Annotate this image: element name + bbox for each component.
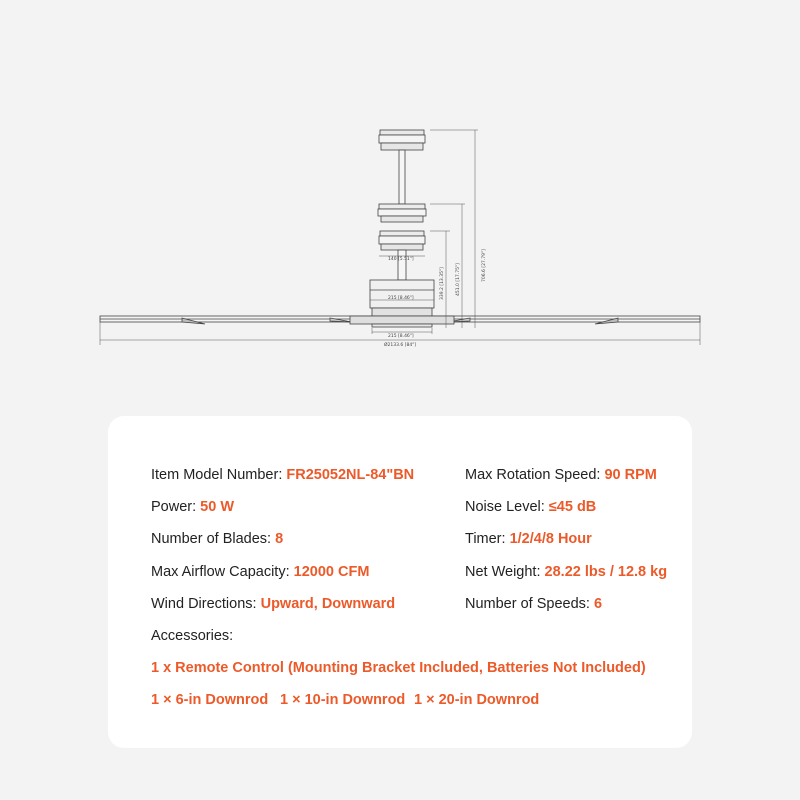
spec-timer <box>465 530 592 548</box>
spec-noise-level <box>465 498 596 516</box>
spec-wind-directions <box>151 595 395 613</box>
spec-label: Wind Directions: <box>151 596 261 612</box>
spec-rotation-speed <box>465 466 657 484</box>
spec-value: 50 W <box>200 499 235 515</box>
spec-value: 8 <box>275 531 284 547</box>
spec-value: FR25052NL-84"BN <box>286 467 415 483</box>
dim-base-width: 215 [8.46"] <box>388 334 414 339</box>
spec-value: Upward, Downward <box>260 596 396 612</box>
spec-power <box>151 498 234 516</box>
spec-label: Max Airflow Capacity: <box>151 564 294 580</box>
accessories-heading: Accessories: <box>151 628 234 644</box>
dim-motor-height: 339.2 [13.35"] <box>440 267 445 300</box>
accessory-downrod-20in: 1 × 20-in Downrod <box>414 692 540 708</box>
dim-motor-width: 215 [8.46"] <box>388 296 414 301</box>
spec-airflow <box>151 563 369 581</box>
spec-blades <box>151 530 283 548</box>
spec-value: 28.22 lbs / 12.8 kg <box>544 564 668 580</box>
dim-body-height: 451.0 [17.75"] <box>456 263 461 296</box>
spec-label: Noise Level: <box>465 499 549 515</box>
spec-label: Number of Speeds: <box>465 596 594 612</box>
spec-net-weight <box>465 563 667 581</box>
spec-value: 6 <box>593 596 603 612</box>
dim-canopy-width: 140 [5.51"] <box>388 257 414 262</box>
spec-value: 1/2/4/8 Hour <box>509 531 592 547</box>
spec-label: Max Rotation Speed: <box>465 467 605 483</box>
spec-value: 90 RPM <box>604 467 657 483</box>
spec-card <box>108 416 692 748</box>
spec-speeds <box>465 595 602 613</box>
dim-total-height: 706.6 [27.79"] <box>482 249 487 282</box>
spec-label: Power: <box>151 499 201 515</box>
spec-label: Net Weight: <box>465 564 545 580</box>
spec-model-number <box>151 466 414 484</box>
dim-diameter: Ø2133.6 [84"] <box>384 343 417 348</box>
spec-label: Number of Blades: <box>151 531 276 547</box>
accessory-remote-control: 1 x Remote Control (Mounting Bracket Included, Batteries Not Included) <box>151 660 646 676</box>
accessory-downrod-6in: 1 × 6-in Downrod <box>151 692 269 708</box>
spec-value: 12000 CFM <box>293 564 370 580</box>
spec-label: Timer: <box>465 531 510 547</box>
spec-label: Item Model Number: <box>151 467 287 483</box>
accessory-downrod-10in: 1 × 10-in Downrod <box>280 692 406 708</box>
spec-value: ≤45 dB <box>548 499 597 515</box>
